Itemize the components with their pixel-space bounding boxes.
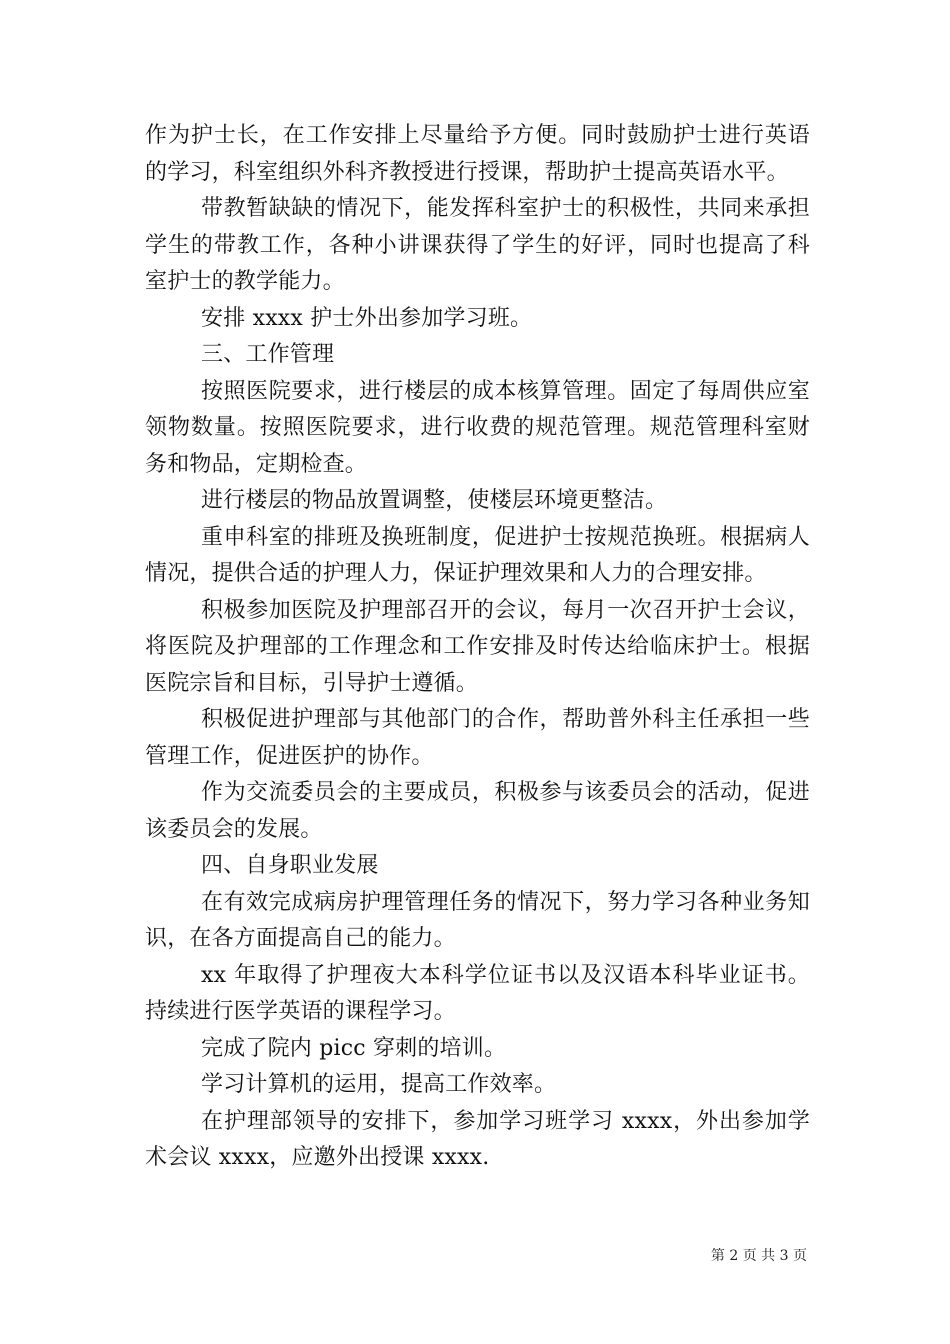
paragraph-6: 进行楼层的物品放置调整，使楼层环境更整洁。 [201,488,668,513]
section-heading-work-management: 三、工作管理 [201,342,335,367]
paragraph-10: 作为交流委员会的主要成员，积极参与该委员会的活动，促进该委员会的发展。 [145,780,810,842]
paragraph-14: 完成了院内 picc 穿刺的培训。 [201,1035,507,1061]
paragraph-1: 作为护士长，在工作安排上尽量给予方便。同时鼓励护士进行英语的学习，科室组织外科齐教授进行授课，帮助护士提高英语水平。 [145,123,810,185]
paragraph-7: 重申科室的排班及换班制度，促进护士按规范换班。根据病人情况，提供合适的护理人力，保证护理效果和人力的合理安排。 [145,524,810,586]
paragraph-13: xx 年取得了护理夜大本科学位证书以及汉语本科毕业证书。持续进行医学英语的课程学习。 [145,962,810,1024]
document-body [145,118,810,1177]
paragraph-12: 在有效完成病房护理管理任务的情况下，努力学习各种业务知识，在各方面提高自己的能力。 [145,889,810,951]
paragraph-9: 积极促进护理部与其他部门的合作，帮助普外科主任承担一些管理工作，促进医护的协作。 [145,707,810,769]
paragraph-16: 在护理部领导的安排下，参加学习班学习 xxxx，外出参加学术会议 xxxx，应邀外出授课 xxxx. [145,1108,810,1170]
paragraph-3: 安排 xxxx 护士外出参加学习班。 [201,305,533,331]
paragraph-15: 学习计算机的运用，提高工作效率。 [201,1072,557,1097]
paragraph-8: 积极参加医院及护理部召开的会议，每月一次召开护士会议，将医院及护理部的工作理念和工作安排及时传达给临床护士。根据医院宗旨和目标，引导护士遵循。 [145,597,810,696]
paragraph-2: 带教暂缺缺的情况下，能发挥科室护士的积极性，共同来承担学生的带教工作，各种小讲课获得了学生的好评，同时也提高了科室护士的教学能力。 [145,196,810,294]
page-number-footer: 第 2 页 共 3 页 [710,1248,807,1264]
section-heading-career-development: 四、自身职业发展 [201,853,379,878]
paragraph-5: 按照医院要求，进行楼层的成本核算管理。固定了每周供应室领物数量。按照医院要求，进行收费的规范管理。规范管理科室财务和物品，定期检查。 [145,378,810,477]
